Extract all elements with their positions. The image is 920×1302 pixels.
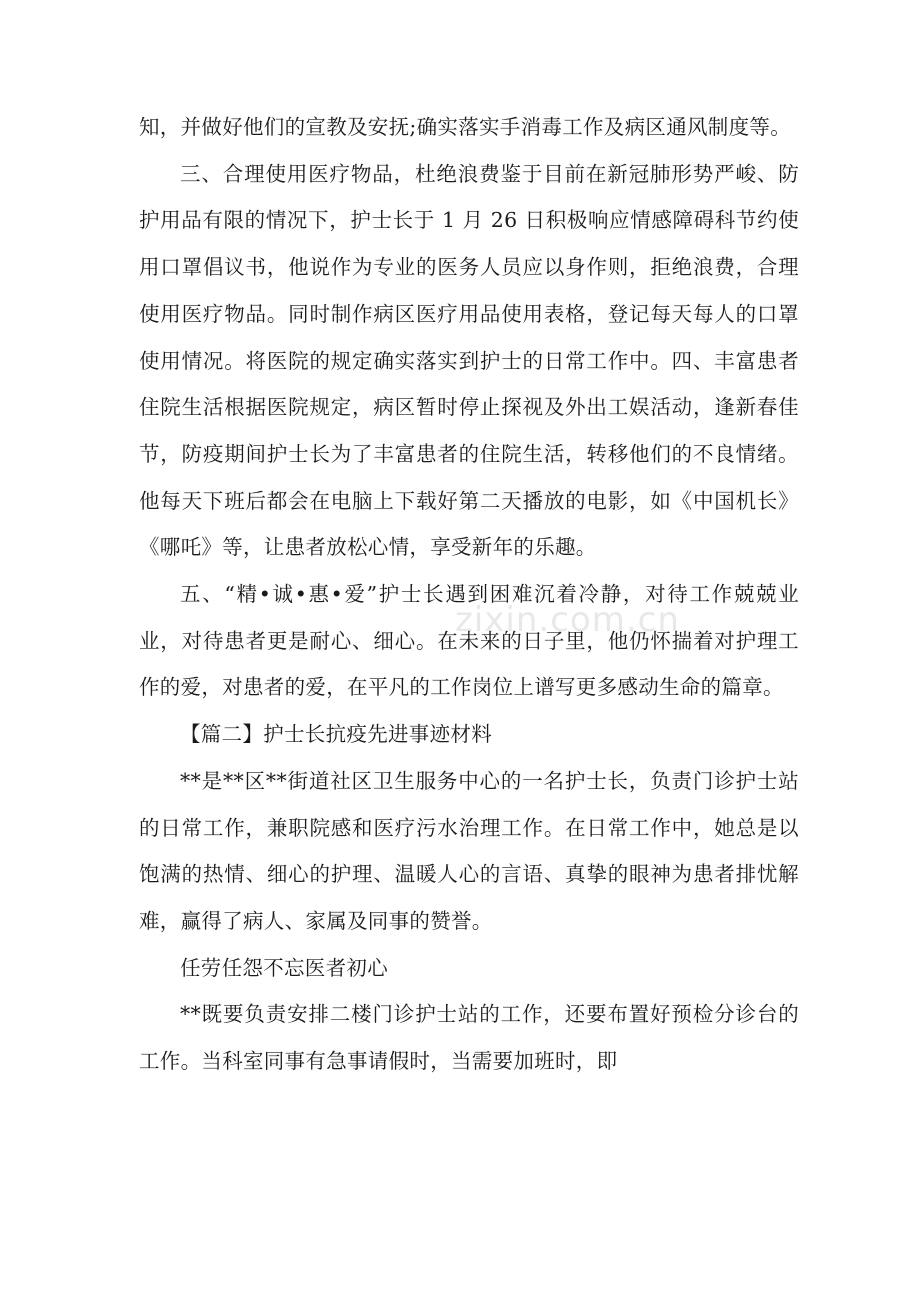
paragraph-continuation: 知，并做好他们的宣教及安抚;确实落实手消毒工作及病区通风制度等。 [139, 115, 792, 139]
section-heading-part-two: 【篇二】护士长抗疫先进事迹材料 [180, 722, 492, 747]
paragraph-section-three: 三、合理使用医疗物品，杜绝浪费鉴于目前在新冠肺形势严峻、防护用品有限的情况下，护士长于 1 月 26 日积极响应情感障碍科节约使用口罩倡议书，他说作为专业的医务人员应以身作则，拒绝浪费，合理使用医疗物品。同时制作病区医疗用品使用表格，登记每天每人的口罩使用情况。将医院的规定确实落实到护士的日常工作中。四、丰富患者住院生活根据医院规定，病区暂时停止探视及外出工娱活动，逢新春佳节，防疫期间护士长为了丰富患者的住院生活，转移他们的不良情绪。他每天下班后都会在电脑上下载好第二天播放的电影，如《中国机长》《哪吒》等，让患者放松心情，享受新年的乐趣。 [139, 161, 799, 560]
subheading-diligence: 任劳任怨不忘医者初心 [180, 955, 388, 980]
paragraph-section-five: 五、“精•诚•惠•爱”护士长遇到困难沉着冷静，对待工作兢兢业业，对待患者更是耐心、细心。在未来的日子里，他仍怀揣着对护理工作的爱，对患者的爱，在平凡的工作岗位上谱写更多感动生命的篇章。 [139, 582, 799, 700]
watermark: zixin.com.cn [455, 600, 680, 640]
paragraph-intro: **是**区**街道社区卫生服务中心的一名护士长，负责门诊护士站的日常工作，兼职院感和医疗污水治理工作。在日常工作中，她总是以饱满的热情、细心的护理、温暖人心的言语、真挚的眼神为患者排忧解难，赢得了病人、家属及同事的赞誉。 [139, 768, 799, 933]
document-body [139, 104, 799, 1085]
paragraph-duties: **既要负责安排二楼门诊护士站的工作，还要布置好预检分诊台的工作。当科室同事有急事请假时，当需要加班时，即 [139, 1002, 799, 1074]
